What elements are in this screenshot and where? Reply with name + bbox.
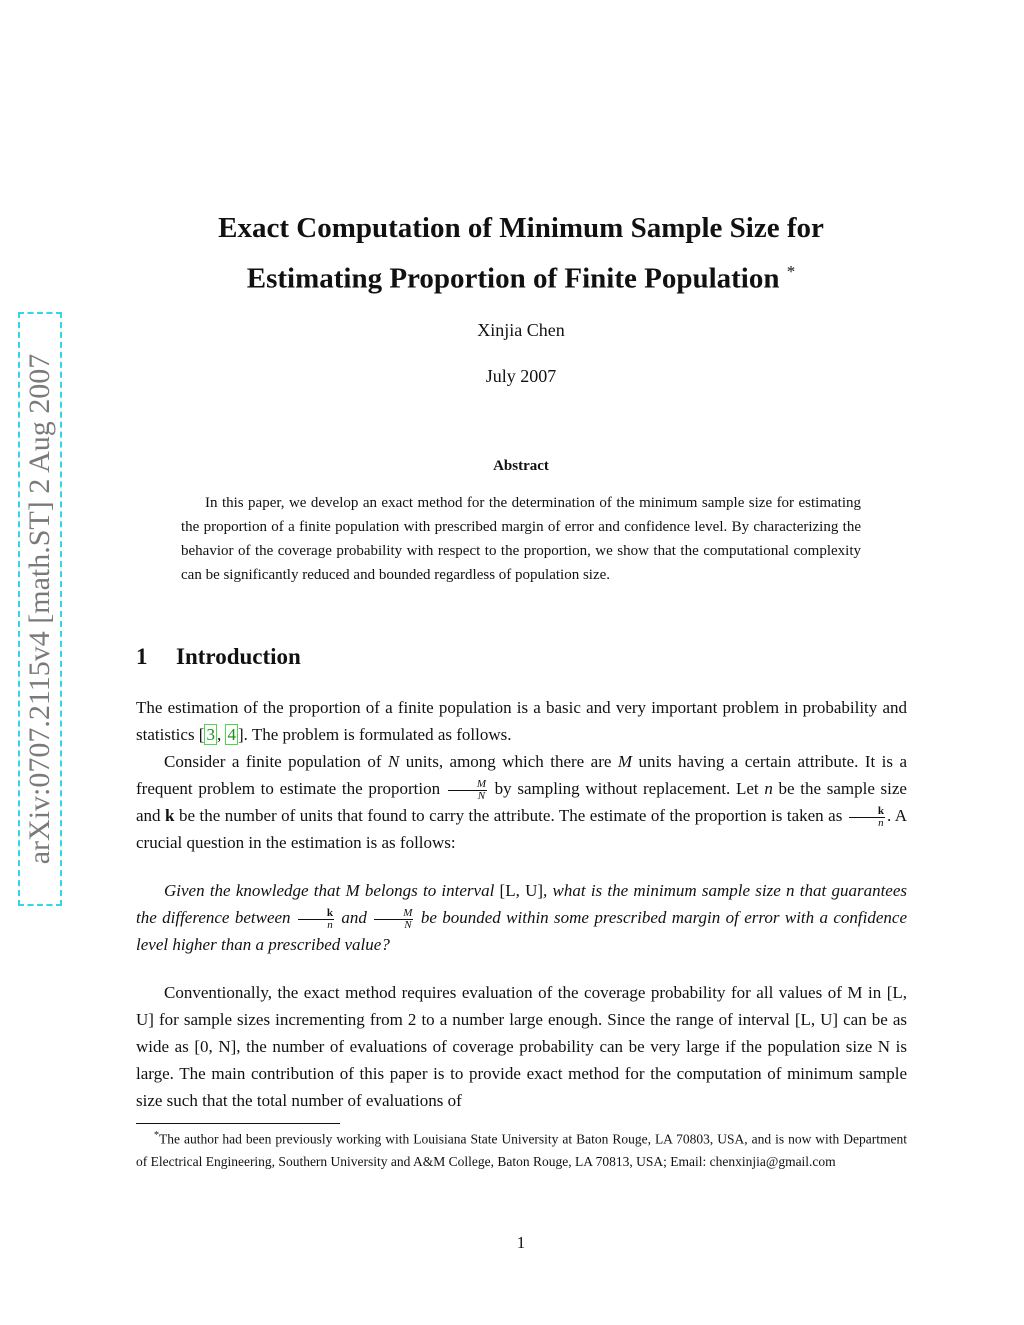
section-heading xyxy=(136,644,301,670)
abstract-heading: Abstract xyxy=(493,458,549,474)
arxiv-stamp-text: arXiv:0707.2115v4 [math.ST] 2 Aug 2007 xyxy=(23,353,56,865)
citation-link-3[interactable]: 3 xyxy=(206,725,215,744)
abstract-text: In this paper, we develop an exact method for the determination of the minimum sample size for estimating the proportion of a finite population with prescribed margin of error and confidence level. By characterizing the behavior of the coverage probability with respect to the proportion, we show that the computational complexity can be significantly reduced and bounded regardless of population size. xyxy=(181,495,861,583)
title-line-2: Estimating Proportion of Finite Population * xyxy=(246,262,796,295)
footnote-divider xyxy=(136,1123,340,1124)
fraction-m-over-n: $\frac{M}{N}$ xyxy=(448,779,487,802)
fraction-m-over-n: $\frac{M}{N}$ xyxy=(374,908,413,931)
footnote xyxy=(136,1125,907,1173)
fraction-k-over-n: $\frac{k}{n}$ xyxy=(849,806,885,829)
paragraph-4: Conventionally, the exact method requires evaluation of the coverage probability for all values of M in [L, U] for sample sizes incrementing from 2 to a number large enough. Since the range of interval [L, U] can be as wide as [0, N], the number of evaluations of coverage probability can be very large if the population size N is large. The main contribution of this paper is to provide exact method for the computation of minimum sample size such that the total number of evaluations of xyxy=(136,983,907,1110)
section-title: Introduction xyxy=(176,644,301,669)
publication-date: July 2007 xyxy=(485,366,557,386)
footnote-text: The author had been previously working with Louisiana State University at Baton Rouge, LA 70803, USA, and is now with Department of Electrical Engineering, Southern University and A&M College, Baton Rouge, LA 70813, USA; Email: chenxinjia@gmail.com xyxy=(136,1131,907,1169)
page-number: 1 xyxy=(516,1233,526,1252)
citation-link-4[interactable]: 4 xyxy=(227,725,236,744)
paper-title xyxy=(136,206,906,301)
paragraph-2: Consider a finite population of N units, among which there are M units having a certain attribute. It is a frequent problem to estimate the proportion $\frac{M}{N}$ by sampling without replacement. Let n be the sample size and k be the number of units that found to carry the attribute. The estimate of the proportion is taken as $\frac{k}{n}$ . A crucial question in the estimation is as follows: xyxy=(136,752,908,852)
paragraph-3-question: Given the knowledge that M belongs to interval [L, U], what is the minimum sample size n that guarantees the difference between $\frac{k}{n}$ and $\frac{M}{N}$ be bounded within some prescribed margin of error with a confidence level higher than a prescribed value? xyxy=(136,881,908,954)
title-footnote-mark[interactable]: * xyxy=(786,262,796,281)
section-number: 1 xyxy=(136,644,148,669)
title-line-1: Exact Computation of Minimum Sample Size for xyxy=(218,212,824,244)
author-name: Xinjia Chen xyxy=(477,320,565,340)
fraction-k-over-n: $\frac{k}{n}$ xyxy=(298,908,334,931)
paragraph-1: The estimation of the proportion of a finite population is a basic and very important problem in probability and statistics [ 3 , 4 ]. The problem is formulated as follows. xyxy=(136,698,907,744)
footnote-mark: * xyxy=(154,1130,159,1141)
